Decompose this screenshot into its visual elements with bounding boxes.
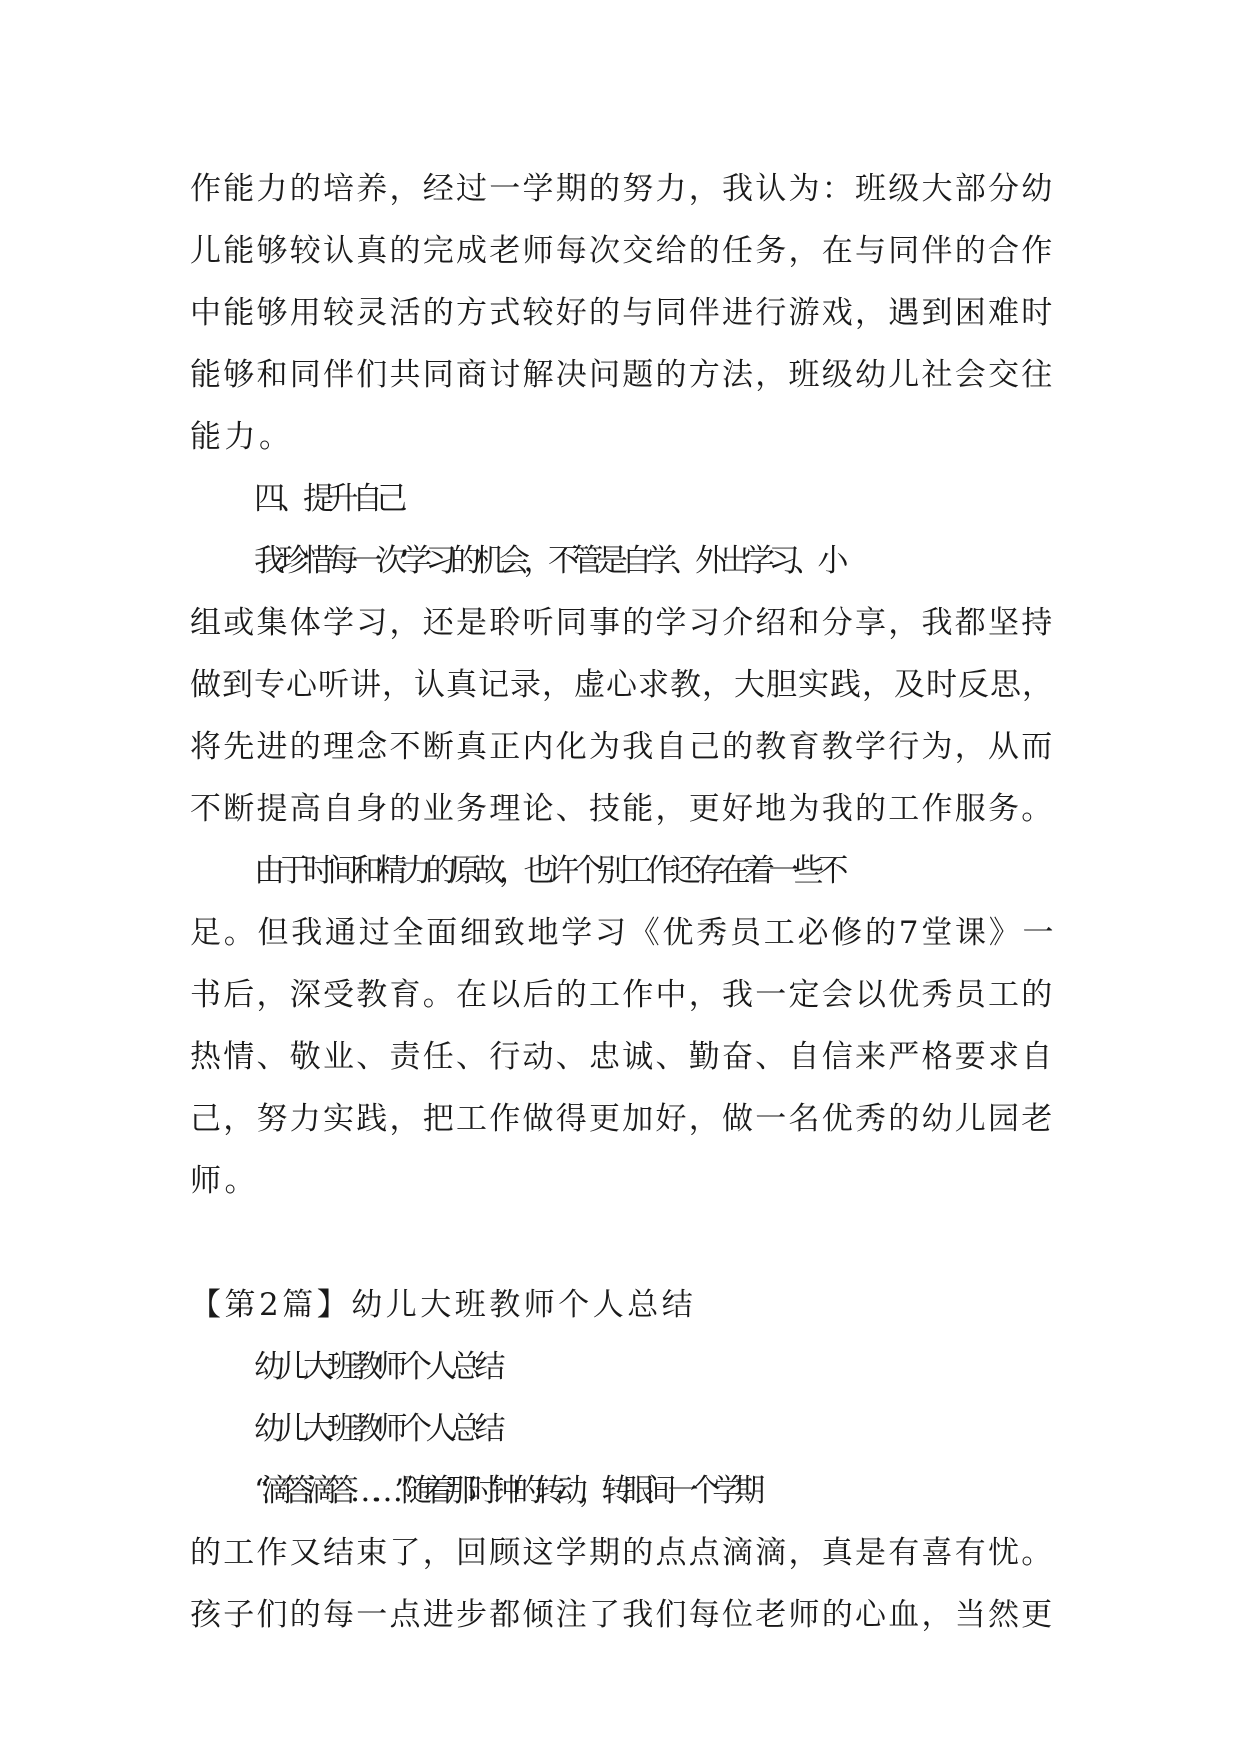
text-line: 己，努力实践，把工作做得更加好，做一名优秀的幼儿园老 xyxy=(190,1101,1055,1137)
article-title: 幼儿大班教师个人总结 xyxy=(254,1411,499,1447)
text-line: 由于时间和精力的原故，也许个别工作还存在着一些不 xyxy=(254,853,842,889)
text-line: 将先进的理念不断真正内化为我自己的教育教学行为，从而 xyxy=(190,729,1055,765)
text-line: 的工作又结束了，回顾这学期的点点滴滴，真是有喜有忧。 xyxy=(190,1535,1055,1571)
paragraph-gap xyxy=(190,1212,1058,1274)
text-line: 能力。 xyxy=(190,419,294,455)
text-line: 足。但我通过全面细致地学习《优秀员工必修的7堂课》一 xyxy=(190,915,1057,951)
section-heading: 四、提升自己 xyxy=(254,481,401,517)
text-line: 我珍惜每一次学习的机会，不管是自学、外出学习、小 xyxy=(254,543,842,579)
text-line: 书后，深受教育。在以后的工作中，我一定会以优秀员工的 xyxy=(190,977,1055,1013)
text-line: 师。 xyxy=(190,1163,259,1199)
article-title: 幼儿大班教师个人总结 xyxy=(254,1349,499,1385)
text-line: 做到专心听讲，认真记录，虚心求教，大胆实践，及时反思， xyxy=(190,667,1054,703)
text-line: 孩子们的每一点进步都倾注了我们每位老师的心血，当然更 xyxy=(190,1597,1055,1633)
article-heading: 【第2篇】幼儿大班教师个人总结 xyxy=(190,1287,697,1323)
text-line: “滴答滴答……”随着那时钟的转动，转眼间一个学期 xyxy=(254,1473,757,1509)
text-line: 组或集体学习，还是聆听同事的学习介绍和分享，我都坚持 xyxy=(190,605,1055,641)
text-line: 作能力的培养，经过一学期的努力，我认为：班级大部分幼 xyxy=(190,171,1055,207)
text-line: 不断提高自身的业务理论、技能，更好地为我的工作服务。 xyxy=(190,791,1055,827)
document-body xyxy=(190,158,1058,1646)
text-line: 儿能够较认真的完成老师每次交给的任务，在与同伴的合作 xyxy=(190,233,1055,269)
text-line: 热情、敬业、责任、行动、忠诚、勤奋、自信来严格要求自 xyxy=(190,1039,1055,1075)
text-line: 能够和同伴们共同商讨解决问题的方法，班级幼儿社会交往 xyxy=(190,357,1055,393)
text-line: 中能够用较灵活的方式较好的与同伴进行游戏，遇到困难时 xyxy=(190,295,1055,331)
